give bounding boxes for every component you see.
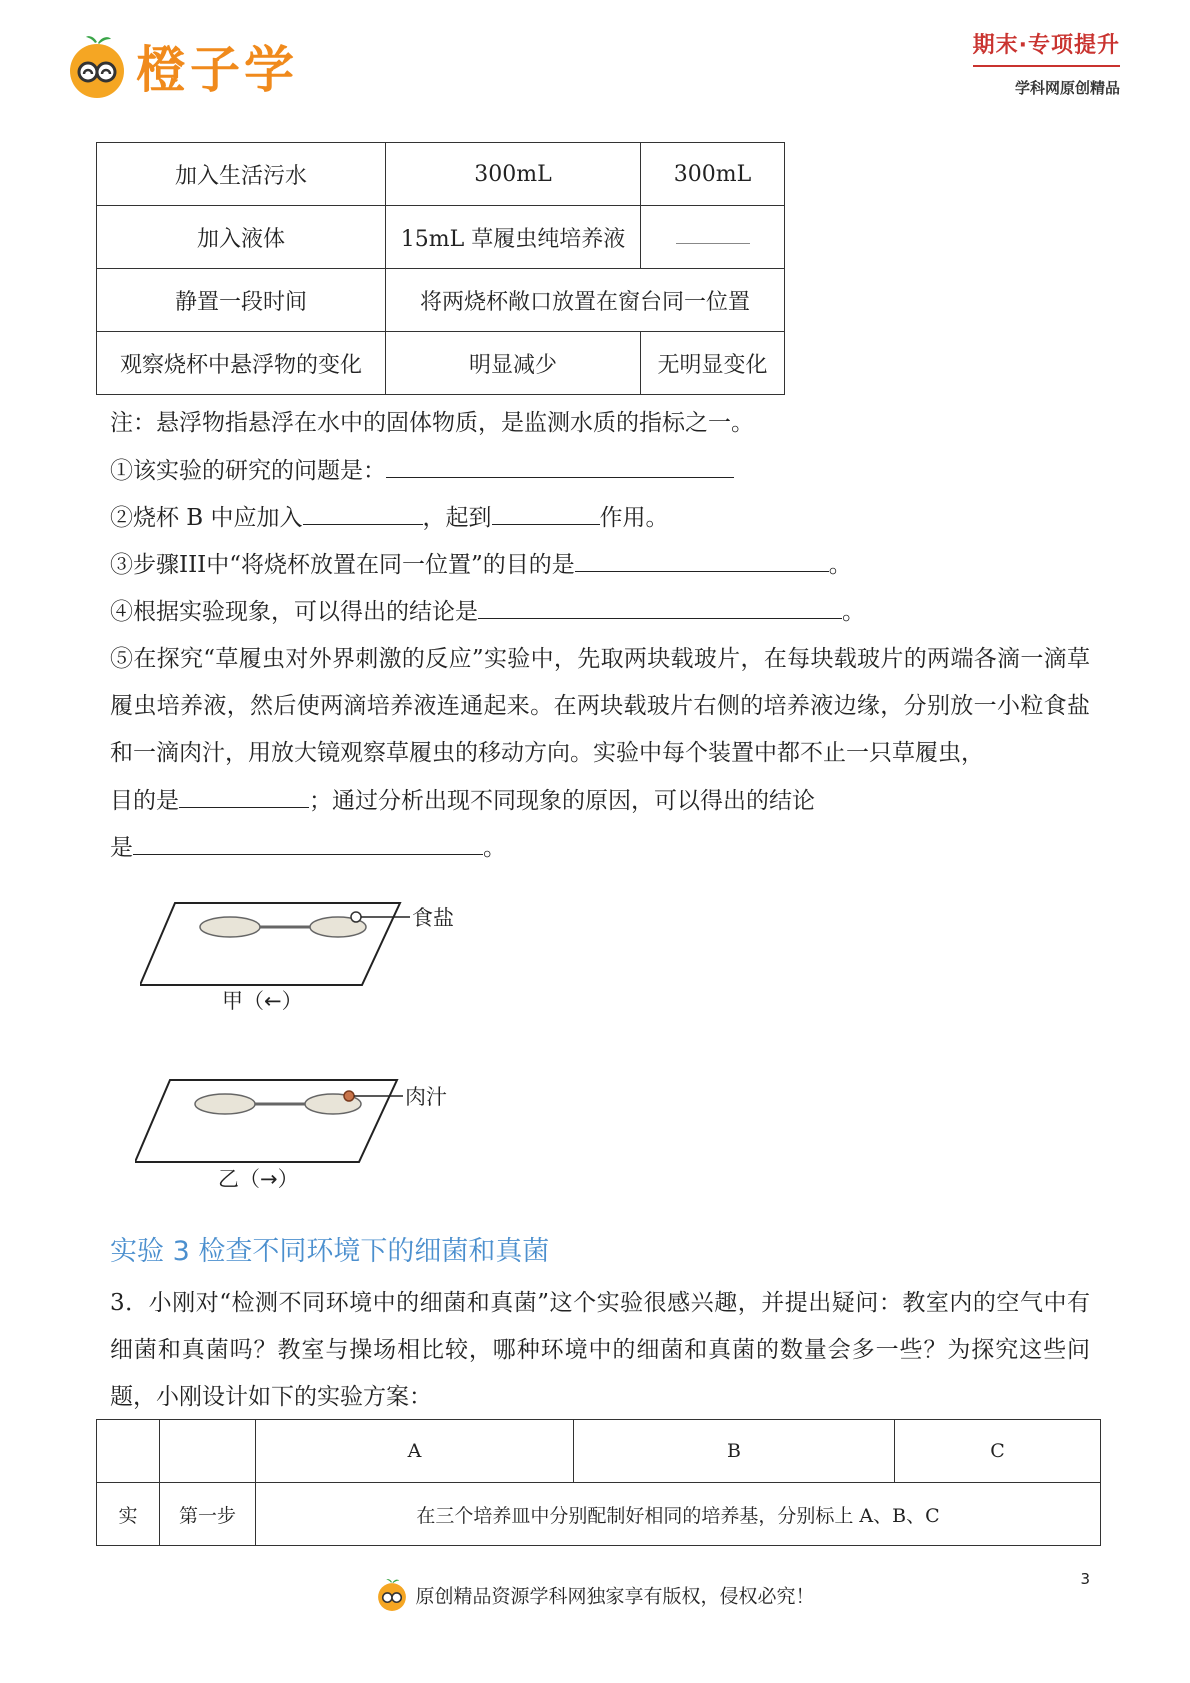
salt-grain-icon (351, 912, 361, 922)
header-tag: 期末·专项提升 (973, 28, 1120, 67)
table-header-cell: B (574, 1420, 895, 1483)
question-3-text: ③步骤III中“将烧杯放置在同一位置”的目的是 (110, 552, 575, 578)
table-cell: 300mL (641, 143, 785, 206)
table-cell: 加入液体 (97, 206, 386, 269)
broth-label: 肉汁 (405, 1085, 447, 1109)
orange-logo-icon (375, 1578, 409, 1612)
answer-blank[interactable] (386, 455, 734, 478)
footer (0, 1578, 1190, 1612)
question-2-text: 作用。 (599, 505, 669, 531)
table-header-cell: A (256, 1420, 574, 1483)
question-5-conclusion (110, 832, 506, 863)
orange-logo-icon (64, 34, 130, 100)
table-header-cell: C (895, 1420, 1101, 1483)
question-2-text: ，起到 (422, 505, 492, 531)
table-cell: 15mL 草履虫纯培养液 (386, 206, 641, 269)
culture-drop-left (195, 1094, 255, 1114)
table-cell: 观察烧杯中悬浮物的变化 (97, 332, 386, 395)
question-2-text: ②烧杯 B 中应加入 (110, 505, 303, 531)
table-cell: 加入生活污水 (97, 143, 386, 206)
answer-blank[interactable] (492, 502, 600, 525)
table-row (97, 1483, 1101, 1546)
answer-blank[interactable] (575, 549, 829, 572)
question-5-purpose (110, 785, 815, 816)
blank-cell[interactable] (641, 206, 785, 269)
page-number: 3 (1080, 1570, 1090, 1588)
header-tag-block (973, 28, 1120, 98)
table-row (97, 332, 785, 395)
answer-blank[interactable] (303, 502, 423, 525)
table-header-cell (160, 1420, 256, 1483)
culture-drop-left (200, 917, 260, 937)
question-4 (110, 596, 865, 627)
brand-name: 橙子学 (136, 41, 298, 99)
figure-caption-yi: 乙（→） (218, 1167, 299, 1191)
note-text: 注：悬浮物指悬浮在水中的固体物质，是监测水质的指标之一。 (110, 410, 754, 436)
glass-slide-shape (135, 1080, 397, 1162)
footer-text: 原创精品资源学科网独家享有版权，侵权必究！ (415, 1585, 815, 1608)
table-cell: 明显减少 (386, 332, 641, 395)
table-row (97, 206, 785, 269)
table-cell: 第一步 (160, 1483, 256, 1546)
question-3-text: 。 (828, 552, 852, 578)
question-1-text: ①该实验的研究的问题是： (110, 458, 386, 484)
table-row (97, 1420, 1101, 1483)
question-4-text: 。 (842, 599, 865, 625)
table-row (97, 269, 785, 332)
question-5-paragraph: ⑤在探究“草履虫对外界刺激的反应”实验中，先取两块载玻片，在每块载玻片的两端各滴一滴草履虫培养液，然后使两滴培养液连通起来。在两块载玻片右侧的培养液边缘，分别放一小粒食盐和一滴肉汁，用放大镜观察草履虫的移动方向。实验中每个装置中都不止一只草履虫， (110, 646, 1090, 766)
question-3 (110, 549, 852, 580)
question-3-intro: 3．小刚对“检测不同环境中的细菌和真菌”这个实验很感兴趣，并提出疑问：教室内的空气中有细菌和真菌吗？教室与操场相比较，哪种环境中的细菌和真菌的数量会多一些？为探究这些问题，小刚设计如下的实验方案： (110, 1290, 1090, 1410)
table-cell: 无明显变化 (641, 332, 785, 395)
question-5-text: ；通过分析出现不同现象的原因，可以得出的结论 (309, 788, 815, 814)
answer-blank[interactable] (676, 225, 750, 244)
question-5-text: 目的是 (110, 788, 179, 814)
table-cell: 300mL (386, 143, 641, 206)
experiment-table (96, 142, 785, 395)
table-cell: 静置一段时间 (97, 269, 386, 332)
table-header-cell (97, 1420, 160, 1483)
question-4-text: ④根据实验现象，可以得出的结论是 (110, 599, 478, 625)
table-cell: 在三个培养皿中分别配制好相同的培养基，分别标上 A、B、C (256, 1483, 1101, 1546)
answer-blank[interactable] (478, 596, 842, 619)
experiment-plan-table (96, 1419, 1101, 1546)
section-title: 实验 3 检查不同环境下的细菌和真菌 (110, 1236, 550, 1267)
figure-caption-jia: 甲（←） (222, 989, 303, 1013)
salt-label: 食盐 (412, 906, 454, 930)
header-subtitle: 学科网原创精品 (1014, 79, 1120, 97)
question-2 (110, 502, 669, 533)
table-row (97, 143, 785, 206)
answer-blank[interactable] (179, 785, 309, 808)
answer-blank[interactable] (133, 832, 483, 855)
question-1 (110, 455, 734, 486)
broth-drop-icon (344, 1091, 354, 1101)
table-cell: 实 (97, 1483, 160, 1546)
table-cell: 将两烧杯敞口放置在窗台同一位置 (386, 269, 785, 332)
question-5-text: 。 (483, 835, 506, 861)
question-5-text: 是 (110, 835, 133, 861)
